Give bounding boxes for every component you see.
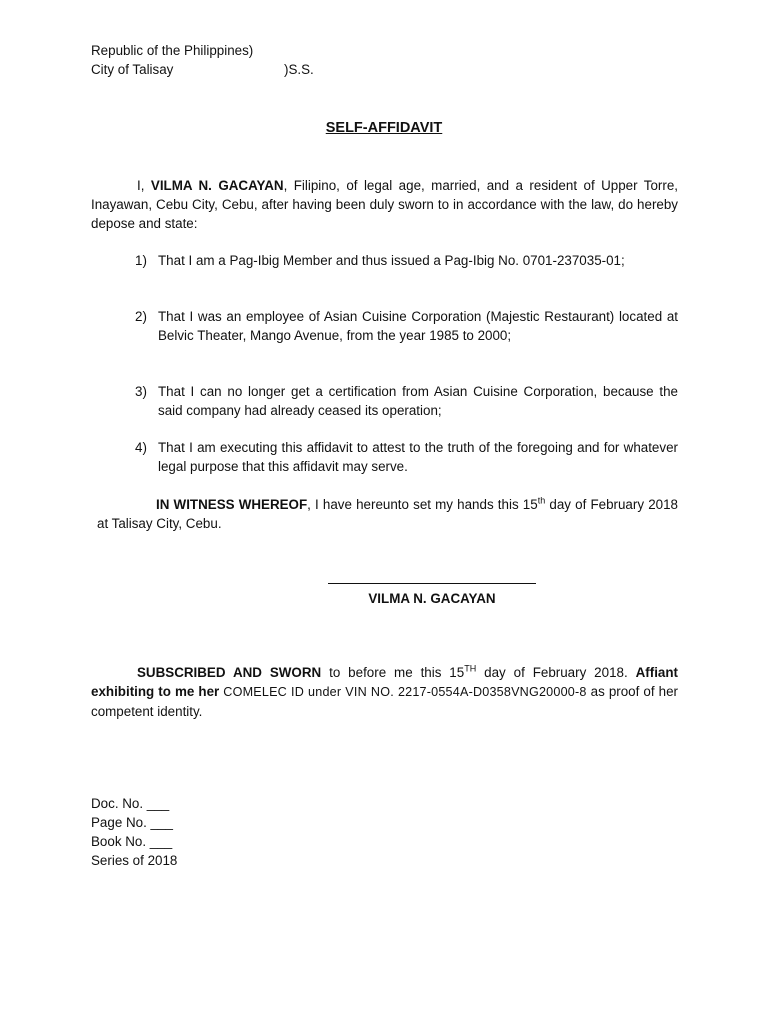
page-no: Page No. ___ (91, 815, 173, 830)
witness-heading: IN WITNESS WHEREOF (156, 497, 308, 512)
venue-city: City of Talisay (91, 62, 174, 77)
book-no: Book No. ___ (91, 834, 173, 849)
venue-ss: )S.S. (284, 62, 314, 77)
item-number: 1) (135, 253, 147, 268)
list-item-2 (135, 307, 678, 345)
signature-name: VILMA N. GACAYAN (368, 591, 496, 606)
item-text: That I can no longer get a certification from Asian Cuisine Corporation, because the said company had already ceased its operation; (158, 384, 678, 418)
document-title (0, 119, 768, 138)
intro-pre: I, (137, 178, 151, 193)
item-text: That I was an employee of Asian Cuisine Corporation (Majestic Restaurant) located at Belvic Theater, Mango Avenue, from the year 1985 to 2000; (158, 309, 678, 343)
intro-rest: , Filipino, of legal age, married, and a resident of Upper Torre, Inayawan, Cebu City, Cebu, after having been duly sworn to in accordance with the law, do hereby depose and state: (91, 178, 679, 231)
witness-paragraph (97, 495, 678, 533)
item-text: That I am executing this affidavit to attest to the truth of the foregoing and for whatever legal purpose that this affidavit may serve. (158, 440, 678, 474)
venue-block (91, 41, 314, 79)
jurat-sup: TH (464, 663, 477, 674)
list-item-1 (135, 251, 678, 270)
list-item-3 (135, 382, 678, 420)
jurat-text-c: as proof of her competent identity. (91, 684, 678, 719)
jurat-affiant: Affiant exhibiting to me her (91, 665, 679, 699)
jurat-id: COMELEC ID under VIN NO. 2217-0554A-D0358VNG20000-8 (219, 685, 591, 699)
jurat-paragraph (91, 663, 678, 721)
jurat-text-b: day of February 2018. (476, 665, 636, 680)
venue-republic: Republic of the Philippines) (91, 43, 254, 58)
doc-no: Doc. No. ___ (91, 796, 170, 811)
title-text: SELF-AFFIDAVIT (325, 120, 443, 136)
witness-text-b: day of February 2018 at Talisay City, Cebu. (97, 497, 678, 531)
item-number: 3) (135, 384, 147, 399)
item-number: 4) (135, 440, 147, 455)
witness-sup: th (537, 495, 546, 506)
series: Series of 2018 (91, 853, 178, 868)
list-item-4 (135, 438, 678, 476)
witness-text-a: , I have hereunto set my hands this 15 (307, 497, 538, 512)
item-text: That I am a Pag-Ibig Member and thus issued a Pag-Ibig No. 0701-237035-01; (158, 253, 625, 268)
signature-line (328, 570, 536, 584)
affiant-name: VILMA N. GACAYAN (150, 178, 284, 193)
item-number: 2) (135, 309, 147, 324)
intro-paragraph (91, 176, 678, 233)
notary-block (91, 794, 177, 870)
jurat-heading: SUBSCRIBED AND SWORN (137, 665, 322, 680)
jurat-text-a: to before me this 15 (321, 665, 465, 680)
